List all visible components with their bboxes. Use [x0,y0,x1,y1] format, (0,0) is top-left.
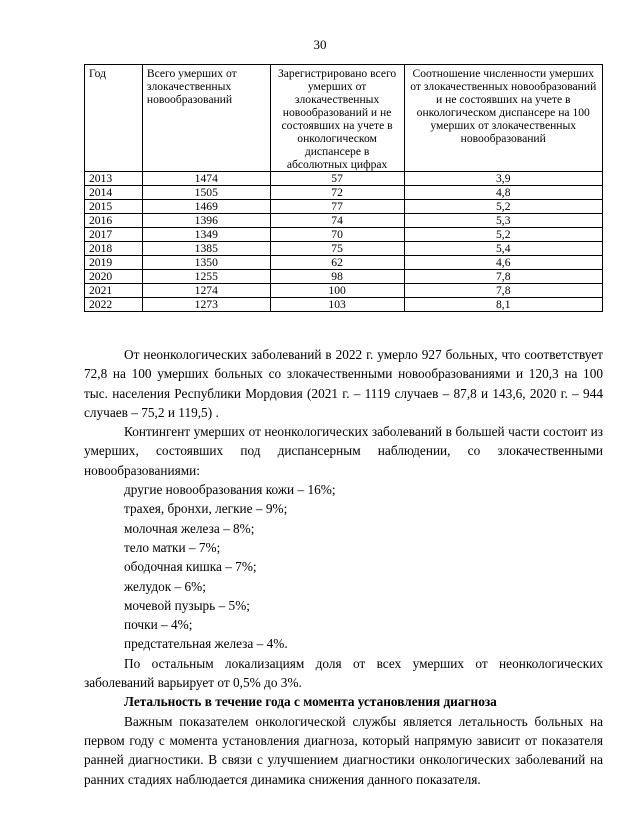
header-year: Год [85,65,143,172]
ratio-cell: 4,8 [404,186,603,200]
ratio-cell: 5,3 [404,214,603,228]
unregistered-deaths-cell: 74 [270,214,404,228]
table-row [85,270,603,284]
year-cell: 2014 [85,186,143,200]
year-cell: 2020 [85,270,143,284]
table-row [85,214,603,228]
year-cell: 2016 [85,214,143,228]
list-item: трахея, бронхи, легкие – 9%; [124,501,288,517]
list-item: молочная железа – 8%; [124,520,255,536]
year-cell: 2021 [85,284,143,298]
total-deaths-cell: 1469 [142,200,270,214]
unregistered-deaths-cell: 77 [270,200,404,214]
unregistered-deaths-cell: 100 [270,284,404,298]
unregistered-deaths-cell: 72 [270,186,404,200]
ratio-cell: 7,8 [404,284,603,298]
list-item: другие новообразования кожи – 16%; [124,482,336,498]
ratio-cell: 4,6 [404,256,603,270]
list-item: почки – 4%; [124,617,193,633]
list-item: предстательная железа – 4%. [124,636,288,652]
list-item: мочевой пузырь – 5%; [124,597,250,613]
table-row [85,256,603,270]
paragraph-non-oncological-deaths: От неонкологических заболеваний в 2022 г. умерло 927 больных, что соответствует 72,8 на 100 умерших больных со злокачественными новообразованиями и 120,3 на 100 тыс. населения Республики Мордовия (2021 г. – 1119 случаев – 87,8 и 143,6, 2020 г. – 944 случаев – 75,2 и 119,5) . [84,347,603,420]
header-total-deaths: Всего умерших от злокачественных новообразований [142,65,270,172]
paragraph-other-localizations: По остальным локализациям доля от всех умерших от неонкологических заболеваний варьирует от 0,5% до 3%. [84,655,603,691]
table-body [85,172,603,312]
localization-list [84,480,603,654]
ratio-cell: 5,4 [404,242,603,256]
table-row [85,298,603,312]
ratio-cell: 5,2 [404,200,603,214]
unregistered-deaths-cell: 57 [270,172,404,186]
paragraph-contingent: Контингент умерших от неонкологических заболеваний в большей части состоит из умерших, состоявших под диспансерным наблюдении, со злокачественными новообразованиями: [84,424,603,478]
header-ratio: Соотношение численности умерших от злокачественных новообразований и не состоявших на учете в онкологическом диспансере на 100 умерших от злокачественных новообразований [404,65,603,172]
total-deaths-cell: 1505 [142,186,270,200]
ratio-cell: 8,1 [404,298,603,312]
total-deaths-cell: 1349 [142,228,270,242]
list-item: желудок – 6%; [124,578,206,594]
total-deaths-cell: 1255 [142,270,270,284]
table-row [85,284,603,298]
page-number: 30 [313,37,327,52]
table-row [85,186,603,200]
ratio-cell: 7,8 [404,270,603,284]
table-header-row [85,65,603,172]
year-cell: 2017 [85,228,143,242]
total-deaths-cell: 1273 [142,298,270,312]
body-text [84,345,603,789]
year-cell: 2022 [85,298,143,312]
table-row [85,172,603,186]
total-deaths-cell: 1350 [142,256,270,270]
unregistered-deaths-cell: 98 [270,270,404,284]
table-row [85,200,603,214]
list-item: ободочная кишка – 7%; [124,559,257,575]
total-deaths-cell: 1274 [142,284,270,298]
section-heading: Летальность в течение года с момента установления диагноза [124,694,497,710]
table-row [85,228,603,242]
total-deaths-cell: 1396 [142,214,270,228]
unregistered-deaths-cell: 75 [270,242,404,256]
ratio-cell: 3,9 [404,172,603,186]
year-cell: 2018 [85,242,143,256]
total-deaths-cell: 1385 [142,242,270,256]
total-deaths-cell: 1474 [142,172,270,186]
paragraph-lethality: Важным показателем онкологической службы является летальность больных на первом году с момента установления диагноза, который напрямую зависит от показателя ранней диагностики. В связи с улучшением диагностики онкологических заболеваний на ранних стадиях наблюдается динамика снижения данного показателя. [84,713,603,787]
mortality-table [84,64,603,312]
header-unregistered-deaths: Зарегистрировано всего умерших от злокачественных новообразований и не состоявших на учете в онкологическом диспансере в абсолютных цифрах [270,65,404,172]
ratio-cell: 5,2 [404,228,603,242]
year-cell: 2013 [85,172,143,186]
unregistered-deaths-cell: 62 [270,256,404,270]
table-row [85,242,603,256]
unregistered-deaths-cell: 103 [270,298,404,312]
list-item: тело матки – 7%; [124,539,221,555]
unregistered-deaths-cell: 70 [270,228,404,242]
year-cell: 2019 [85,256,143,270]
year-cell: 2015 [85,200,143,214]
